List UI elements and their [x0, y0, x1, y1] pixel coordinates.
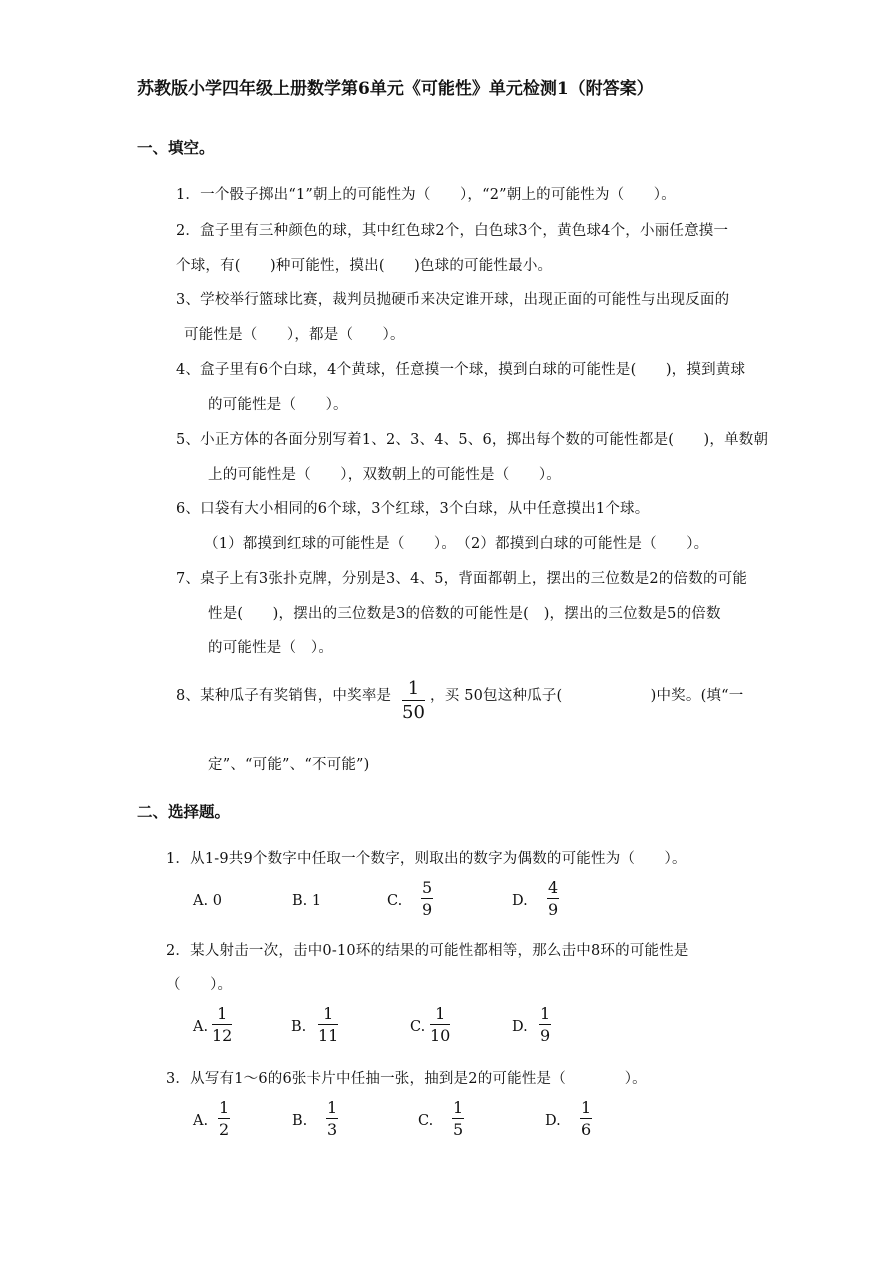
page-title: 苏教版小学四年级上册数学第6单元《可能性》单元检测1（附答案） — [137, 79, 654, 99]
fraction-numerator: 1 — [327, 1098, 338, 1117]
s1-q6-line2: （1）都摸到红球的可能性是（ ）。 （2）都摸到白球的可能性是（ ）。 — [204, 536, 709, 552]
fraction-denominator: 9 — [540, 1026, 551, 1045]
s2-q2-option-c-fraction — [430, 1006, 450, 1044]
s2-q3-option-a-fraction — [218, 1100, 230, 1138]
s2-q3-option-d-fraction — [580, 1100, 592, 1138]
fraction-denominator: 2 — [219, 1120, 230, 1139]
s2-q1-option-a: A. 0 — [193, 893, 222, 909]
fraction-denominator: 11 — [318, 1026, 339, 1045]
s1-q2-line2: 个球，有( )种可能性，摸出( )色球的可能性最小。 — [176, 258, 553, 274]
s2-q2-line2: （ ）。 — [166, 977, 233, 993]
s2-q3-option-c-label: C. — [418, 1113, 434, 1129]
fraction-numerator: 5 — [422, 878, 433, 897]
s1-q5-line1: 5、小正方体的各面分别写着1、2、3、4、5、6，掷出每个数的可能性都是( )，单数朝 — [176, 432, 769, 448]
s2-q2-option-c-label: C. — [410, 1019, 426, 1035]
fraction-numerator: 1 — [323, 1004, 334, 1023]
fraction-denominator: 12 — [212, 1026, 233, 1045]
fraction-denominator: 5 — [453, 1120, 464, 1139]
s1-q5-line2: 上的可能性是（ ），双数朝上的可能性是（ ）。 — [208, 467, 561, 483]
fraction-denominator: 10 — [430, 1026, 451, 1045]
s2-q1-option-b: B. 1 — [292, 893, 322, 909]
s1-q7-line1: 7、桌子上有3张扑克牌，分别是3、4、5，背面都朝上，摆出的三位数是2的倍数的可能 — [176, 571, 748, 587]
s1-q7-line2: 性是( )，摆出的三位数是3的倍数的可能性是( )，摆出的三位数是5的倍数 — [208, 606, 721, 622]
s2-q2-option-b-label: B. — [291, 1019, 307, 1035]
s1-q8-text-b: ，买 50包这种瓜子( )中奖。(填“一 — [430, 688, 744, 704]
fraction-denominator: 6 — [581, 1120, 592, 1139]
s2-q3: 3．从写有1～6的6张卡片中任抽一张，抽到是2的可能性是（ ）。 — [166, 1071, 647, 1087]
s2-q2-option-a-label: A. — [193, 1019, 209, 1035]
s1-q4-line2: 的可能性是（ ）。 — [208, 397, 348, 413]
fraction-numerator: 1 — [407, 678, 420, 699]
s2-q1-option-c-label: C. — [387, 893, 403, 909]
s2-q2-line1: 2．某人射击一次，击中0-10环的结果的可能性都相等，那么击中8环的可能性是 — [166, 943, 689, 959]
s2-q3-option-d-label: D. — [545, 1113, 561, 1129]
s2-q2-option-d-label: D. — [512, 1019, 528, 1035]
fraction-denominator: 9 — [548, 900, 559, 919]
fraction-denominator: 50 — [402, 702, 425, 723]
s2-q2-option-b-fraction — [318, 1006, 338, 1044]
fraction-numerator: 1 — [435, 1004, 446, 1023]
s1-q7-line3: 的可能性是（ ）。 — [208, 640, 334, 656]
s1-q1: 1．一个骰子掷出“1”朝上的可能性为（ ），“2”朝上的可能性为（ ）。 — [176, 187, 676, 203]
fraction-denominator: 9 — [422, 900, 433, 919]
s1-q8-text-a: 8、某种瓜子有奖销售，中奖率是 — [176, 688, 392, 704]
s1-q2-line1: 2．盒子里有三种颜色的球，其中红色球2个，白色球3个，黄色球4个，小丽任意摸一 — [176, 223, 729, 239]
s2-q1-option-c-fraction — [421, 880, 433, 918]
s2-q1: 1．从1-9共9个数字中任取一个数字，则取出的数字为偶数的可能性为（ ）。 — [166, 851, 687, 867]
s1-q6-line1: 6、口袋有大小相同的6个球，3个红球，3个白球，从中任意摸出1个球。 — [176, 501, 650, 517]
s2-q1-option-d-label: D. — [512, 893, 528, 909]
section1-heading: 一、填空。 — [137, 138, 215, 157]
fraction-numerator: 4 — [548, 878, 559, 897]
s2-q3-option-a-label: A. — [193, 1113, 209, 1129]
fraction-numerator: 1 — [581, 1098, 592, 1117]
s1-q8-line2: 定”、“可能”、“不可能”) — [208, 757, 370, 773]
fraction-denominator: 3 — [327, 1120, 338, 1139]
s1-q3-line1: 3、学校举行篮球比赛，裁判员抛硬币来决定谁开球，出现正面的可能性与出现反面的 — [176, 292, 730, 308]
s2-q1-option-d-fraction — [547, 880, 559, 918]
fraction-numerator: 1 — [219, 1098, 230, 1117]
s1-q8-fraction — [402, 680, 425, 722]
s2-q2-option-d-fraction — [539, 1006, 551, 1044]
s2-q3-option-b-label: B. — [292, 1113, 308, 1129]
s1-q3-line2: 可能性是（ ），都是（ ）。 — [184, 327, 405, 343]
s2-q3-option-b-fraction — [326, 1100, 338, 1138]
fraction-numerator: 1 — [540, 1004, 551, 1023]
s2-q3-option-c-fraction — [452, 1100, 464, 1138]
fraction-numerator: 1 — [453, 1098, 464, 1117]
section2-heading: 二、选择题。 — [137, 802, 231, 821]
s2-q2-option-a-fraction — [212, 1006, 232, 1044]
fraction-numerator: 1 — [217, 1004, 228, 1023]
s1-q4-line1: 4、盒子里有6个白球，4个黄球，任意摸一个球，摸到白球的可能性是( )，摸到黄球 — [176, 362, 746, 378]
